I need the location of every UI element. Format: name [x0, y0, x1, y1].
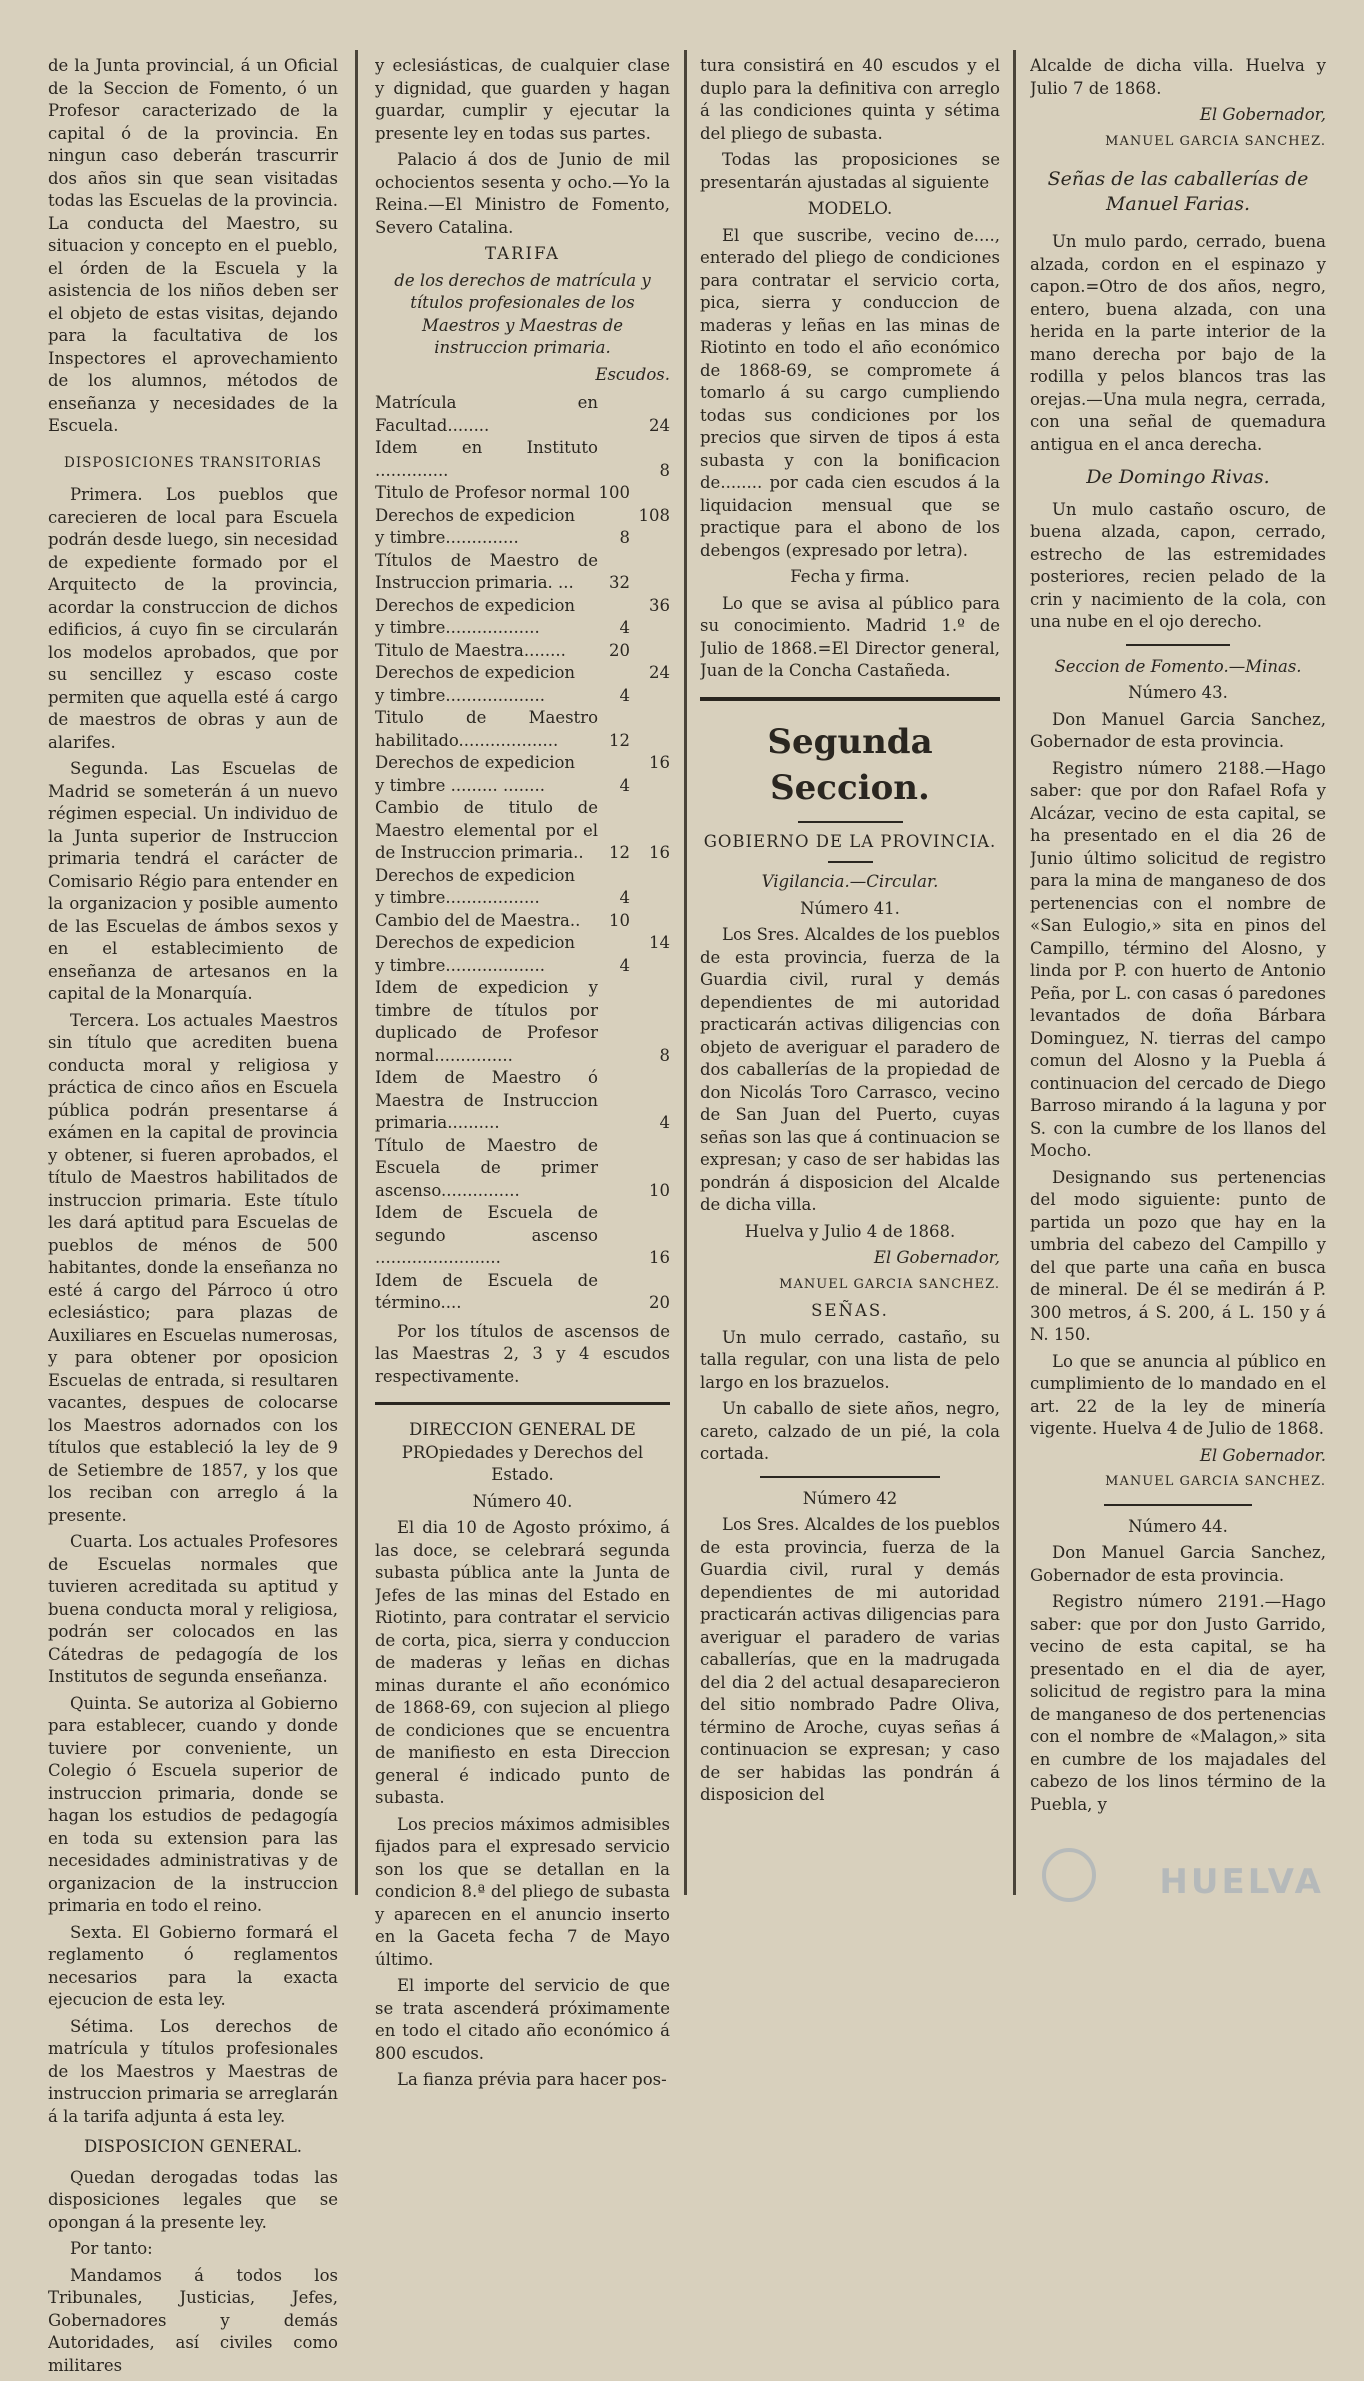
subsection-heading: Vigilancia.—Circular. [761, 872, 939, 891]
paragraph: tura consistirá en 40 escudos y el duplo para la definitiva con arreglo á las condiciones quinta y sétima del pliego de subasta. [700, 56, 1000, 143]
tarifa-row [375, 1067, 670, 1135]
signature-title: El Gobernador, [873, 1248, 1000, 1267]
tarifa-label: Idem de Maestro ó Maestra de Instruccion primaria.......... [375, 1068, 598, 1132]
subsection-heading: Seccion de Fomento.—Minas. [1054, 656, 1302, 676]
paragraph: Un mulo pardo, cerrado, buena alzada, cordon en el espinazo y capon.=Otro de dos años, negro, entero, buena alzada, con una herida en la parte interior de la mano derecha por bajo de la rodilla y pelos blancos tras las orejas.—Una mula negra, cerrada, con una señal de quemadura antigua en el anca derecha. [1030, 232, 1326, 454]
number-heading: Número 43. [1128, 683, 1228, 702]
tarifa-label: Derechos de expedicion [375, 753, 576, 772]
paragraph: Sétima. Los derechos de matrícula y títulos profesionales de los Maestros y Maestras de instruccion primaria se arreglarán á la tarifa adjunta á esta ley. [48, 2016, 338, 2126]
tarifa-row [375, 1135, 670, 1203]
tarifa-row [375, 437, 670, 482]
paragraph: Segunda. Las Escuelas de Madrid se someterán á un nuevo régimen especial. Un individuo de la Junta superior de Instruccion primaria tendrá el carácter de Comisario Régio para entender en la organizacion y posible aumento de las Escuelas de ámbos sexos y en el establecimiento de enseñanza de artesanos en la capital de la Monarquía. [48, 759, 338, 1003]
divider [760, 1476, 940, 1478]
tarifa-row [375, 1202, 670, 1270]
paragraph: Quinta. Se autoriza al Gobierno para establecer, cuando y donde tuviere por conveniente, un Colegio ó Escuela superior de instruccion primaria, donde se hagan los estudios de pedagogía en toda su extension para las necesidades administrativas y de organizacion de la instruccion primaria en todo el reino. [48, 1693, 338, 1915]
divider [798, 821, 903, 823]
tarifa-total: 108 [638, 505, 670, 525]
paragraph: Los Sres. Alcaldes de los pueblos de esta provincia, fuerza de la Guardia civil, rural y demás dependientes de mi autoridad practicarán activas diligencias con objeto de averiguar el paradero de dos caballerías de la propiedad de don Nicolás Toro Carrasco, vecino de San Juan del Puerto, cuyas señas son las que á continuacion se expresan; y caso de ser habidas las pondrán á disposicion del Alcalde de dicha villa. [700, 925, 1000, 1214]
tarifa-total: 24 [649, 663, 670, 682]
column-rule [355, 50, 358, 1895]
paragraph: y eclesiásticas, de cualquier clase y dignidad, que guarden y hagan guardar, cumplir y ejecutar la presente ley en todas sus partes. [375, 56, 670, 143]
tarifa-row [375, 752, 670, 775]
number-heading: Número 41. [800, 898, 900, 918]
tarifa-row [375, 865, 670, 888]
tarifa-value: 12 [609, 730, 630, 750]
tarifa-label: Derechos de expedicion [375, 933, 576, 952]
tarifa-label: Titulo de Profesor normal [375, 483, 591, 502]
tarifa-value: 8 [619, 528, 630, 547]
tarifa-label: Título de Maestro de Escuela de primer ascenso............... [375, 1135, 598, 1200]
column-rule [1013, 50, 1016, 1895]
tarifa-row [375, 955, 670, 978]
tarifa-row [375, 527, 670, 550]
tarifa-row [375, 1270, 670, 1315]
tarifa-label: Derechos de expedicion [375, 865, 576, 885]
tarifa-value: 4 [619, 888, 630, 907]
tarifa-value: 100 [598, 483, 630, 502]
tarifa-value: 4 [619, 618, 630, 637]
tarifa-label: y timbre ......... ........ [375, 775, 545, 795]
tarifa-value: 4 [619, 955, 630, 975]
senas-heading: SEÑAS. [811, 1301, 889, 1320]
signature-name: MANUEL GARCIA SANCHEZ. [1105, 133, 1326, 149]
tarifa-value: 20 [609, 640, 630, 660]
tarifa-total: 14 [649, 933, 670, 952]
tarifa-value: 4 [619, 775, 630, 795]
tarifa-total: 8 [659, 1045, 670, 1065]
paragraph: Lo que se anuncia al público en cumplimiento de lo mandado en el art. 22 de la ley de minería vigente. Huelva 4 de Julio de 1868. [1030, 1351, 1326, 1438]
paragraph: Don Manuel Garcia Sanchez, Gobernador de esta provincia. [1030, 1543, 1326, 1585]
paragraph: Designando sus pertenencias del modo siguiente: punto de partida un pozo que hay en la umbria del cabezo del Campillo y del que parte una caña en busca de mineral. De él se medirán á P. 300 metros, á S. 200, á L. 150 y á N. 150. [1030, 1167, 1326, 1344]
paragraph: Los precios máximos admisibles fijados para el expresado servicio son los que se detallan en la condicion 8.ª del pliego de subasta y aparecen en el anuncio inserto en la Gaceta fecha 7 de Mayo último. [375, 1814, 670, 1969]
tarifa-row [375, 977, 670, 1067]
tarifa-row [375, 662, 670, 685]
divider [375, 1402, 670, 1405]
number-heading: Número 42 [802, 1488, 898, 1508]
tarifa-row [375, 910, 670, 933]
tarifa-label: Titulo de Maestro habilitado................... [375, 708, 598, 750]
paragraph: Palacio á dos de Junio de mil ochocientos sesenta y ocho.—Yo la Reina.—El Ministro de Fomento, Severo Catalina. [375, 150, 670, 237]
paragraph: La fianza prévia para hacer pos- [397, 2070, 667, 2089]
paragraph: Mandamos á todos los Tribunales, Justicias, Jefes, Gobernadores y demás Autoridades, así civiles como militares [48, 2265, 338, 2375]
tarifa-value: 12 [609, 843, 630, 862]
gobierno-heading: GOBIERNO DE LA PROVINCIA. [703, 831, 997, 851]
tarifa-total: 16 [649, 1248, 670, 1267]
tarifa-label: Cambio del de Maestra.. [375, 910, 581, 930]
paragraph: Don Manuel Garcia Sanchez, Gobernador de esta provincia. [1030, 709, 1326, 751]
tarifa-row [375, 392, 670, 437]
tarifa-label: Idem en Instituto .............. [375, 438, 598, 480]
tarifa-label: y timbre................... [375, 955, 545, 975]
tarifa-label: Idem de Escuela de segundo ascenso ........................ [375, 1203, 598, 1267]
column-4 [1030, 55, 1326, 1820]
column-3 [700, 55, 1000, 1811]
tarifa-total: 4 [659, 1113, 670, 1132]
tarifa-row [375, 887, 670, 910]
tarifa-row [375, 505, 670, 528]
divider [828, 861, 873, 863]
paragraph: Sexta. El Gobierno formará el reglamento ó reglamentos necesarios para la exacta ejecucion de esta ley. [48, 1922, 338, 2009]
tarifa-row [375, 932, 670, 955]
tarifa-row [375, 617, 670, 640]
paragraph: Tercera. Los actuales Maestros sin título que acrediten buena conducta moral y religiosa y práctica de cinco años en Escuela pública podrán presentarse á exámen en la capital de provincia y obtener, si fueren aprobados, el título de Maestros habilitados de instruccion primaria. Este título les dará aptitud para Escuelas de pueblos de ménos de 500 habitantes, donde la enseñanza no esté á cargo del Párroco ú otro eclesiástico; para plazas de Auxiliares en Escuelas numerosas, y para obtener por oposicion Escuelas de entrada, si resultaren vacantes, despues de colocarse los Maestros adornados con los títulos que estableció la ley de 9 de Setiembre de 1857, y los que los reciban con arreglo á la presente. [48, 1010, 338, 1525]
paragraph: Registro número 2188.—Hago saber: que por don Rafael Rofa y Alcázar, vecino de esta capital, se ha presentado en el dia 26 de Junio último solicitud de registro para la mina de manganeso de dos pertenencias con el nombre de «San Eulogio,» sita en pinos del Campillo, término del Alosno, y linda por P. con huerto de Antonio Peña, por L. con casas ó paredones levantados de doña Bárbara Dominguez, N. tierras del campo comun del Alosno y la Puebla á continuacion del cercado de Diego Barroso mirando á la laguna y por S. con la cumbre de los llanos del Mocho. [1030, 758, 1326, 1160]
subsection-heading: Señas de las caballerías de Manuel Farias. [1047, 168, 1309, 215]
tarifa-label: Titulo de Maestra........ [375, 640, 566, 660]
number-heading: Número 44. [1128, 1516, 1228, 1536]
paragraph: El importe del servicio de que se trata ascenderá próximamente en todo el citado año económico á 800 escudos. [375, 1976, 670, 2063]
tarifa-total: 16 [649, 843, 670, 862]
tarifa-label: Idem de Escuela de término.... [375, 1270, 598, 1312]
tarifa-label: Cambio de titulo de Maestro elemental por el de Instruccion primaria.. [375, 798, 598, 862]
paragraph: Un caballo de siete años, negro, careto, calzado de un pié, la cola cortada. [700, 1399, 1000, 1463]
tarifa-row [375, 595, 670, 618]
tarifa-subtitle: de los derechos de matrícula y títulos profesionales de los Maestros y Maestras de instruccion primaria. [394, 270, 651, 357]
paragraph: Un mulo castaño oscuro, de buena alzada, capon, cerrado, estrecho de las estremidades posteriores, recien pelado de la crin y nacimiento de la cola, con una nube en el ojo derecho. [1030, 499, 1326, 631]
column-2 [375, 55, 670, 2096]
tarifa-title: TARIFA [485, 244, 560, 263]
paragraph: Alcalde de dicha villa. Huelva y Julio 7 de 1868. [1030, 56, 1326, 98]
subsection-heading: De Domingo Rivas. [1086, 466, 1270, 488]
tarifa-label: y timbre.................. [375, 888, 540, 907]
tarifa-label: y timbre.............. [375, 528, 519, 547]
date-line: Huelva y Julio 4 de 1868. [744, 1221, 956, 1241]
tarifa-table [375, 392, 670, 1315]
paragraph: Por tanto: [70, 2239, 153, 2258]
tarifa-row [375, 482, 670, 505]
divider [1126, 644, 1230, 646]
section-title: Segunda Seccion. [767, 721, 933, 808]
tarifa-label: Derechos de expedicion [375, 663, 576, 682]
tarifa-label: Derechos de expedicion [375, 595, 576, 615]
tarifa-row [375, 707, 670, 752]
tarifa-total: 24 [649, 415, 670, 435]
escudos-label: Escudos. [595, 364, 670, 384]
tarifa-total: 8 [659, 460, 670, 480]
number-heading: Número 40. [472, 1491, 573, 1511]
tarifa-value: 32 [609, 573, 630, 592]
paragraph: Todas las proposiciones se presentarán ajustadas al siguiente [700, 150, 1000, 192]
tarifa-label: Derechos de expedicion [375, 505, 576, 525]
tarifa-label: Matrícula en Facultad........ [375, 393, 598, 435]
paragraph: Un mulo cerrado, castaño, su talla regular, con una lista de pelo largo en los brazuelos. [700, 1327, 1000, 1392]
paragraph: Lo que se avisa al público para su conocimiento. Madrid 1.º de Julio de 1868.=El Director general, Juan de la Concha Castañeda. [700, 593, 1000, 680]
section-heading: DISPOSICIONES TRANSITORIAS [64, 454, 322, 471]
watermark-seal-icon [1042, 1848, 1096, 1902]
column-rule [684, 50, 687, 1895]
paragraph: Registro número 2191.—Hago saber: que por don Justo Garrido, vecino de esta capital, se ha presentado en el dia de ayer, solicitud de registro para la mina de manganeso de dos pertenencias con el nombre de «Malagon,» sita en cumbre de los majadales del cabezo de los linos término de la Puebla, y [1030, 1592, 1326, 1814]
paragraph: Por los títulos de ascensos de las Maestras 2, 3 y 4 escudos respectivamente. [375, 1321, 670, 1386]
divider [1104, 1504, 1252, 1506]
modelo-heading: MODELO. [807, 199, 893, 218]
column-1 [48, 55, 338, 2381]
tarifa-label: y timbre................... [375, 685, 545, 705]
tarifa-row [375, 640, 670, 663]
tarifa-row [375, 797, 670, 865]
paragraph: Quedan derogadas todas las disposiciones legales que se opongan á la presente ley. [48, 2167, 338, 2232]
paragraph: Cuarta. Los actuales Profesores de Escuelas normales que tuvieren acreditada su aptitud y buena conducta moral y religiosa, podrán ser colocados en las Cátedras de pedagogía de los Institutos de segunda enseñanza. [48, 1532, 338, 1686]
tarifa-row [375, 685, 670, 708]
fecha-line: Fecha y firma. [790, 567, 910, 586]
signature-name: MANUEL GARCIA SANCHEZ. [1105, 1474, 1326, 1489]
paragraph: Los Sres. Alcaldes de los pueblos de esta provincia, fuerza de la Guardia civil, rural y demás dependientes de mi autoridad practicarán activas diligencias para averiguar el paradero de varias caballerías, que en la madrugada del dia 2 del actual desaparecieron del sitio nombrado Padre Oliva, término de Aroche, cuyas señas á continuacion se expresan; y caso de ser habidas las pondrán á disposicion del [700, 1515, 1000, 1804]
tarifa-row [375, 550, 670, 595]
signature-title: El Gobernador. [1199, 1445, 1326, 1465]
tarifa-total: 36 [649, 595, 670, 615]
signature-name: MANUEL GARCIA SANCHEZ. [779, 1276, 1000, 1292]
tarifa-total: 20 [649, 1293, 670, 1312]
direccion-heading: DIRECCION GENERAL DE PROpiedades y Derechos del Estado. [401, 1420, 644, 1484]
divider [700, 697, 1000, 701]
paragraph: El dia 10 de Agosto próximo, á las doce, se celebrará segunda subasta pública ante la Junta de Jefes de las minas del Estado en Riotinto, para contratar el servicio de corta, pica, sierra y conduccion de maderas y leñas en dichas minas durante el año económico de 1868-69, con sujecion al pliego de condiciones que se encuentra de manifiesto en esta Direccion general é indicado punto de subasta. [375, 1518, 670, 1807]
section-heading: DISPOSICION GENERAL. [83, 2137, 303, 2156]
tarifa-row [375, 775, 670, 798]
tarifa-value: 10 [609, 910, 630, 930]
tarifa-label: Idem de expedicion y timbre de títulos por duplicado de Profesor normal............... [375, 978, 598, 1065]
watermark: HUELVA [1159, 1862, 1324, 1902]
tarifa-label: y timbre.................. [375, 618, 540, 637]
tarifa-value: 4 [619, 685, 630, 705]
tarifa-total: 10 [649, 1180, 670, 1200]
tarifa-label: Títulos de Maestro de Instruccion primaria. ... [375, 550, 598, 592]
paragraph: El que suscribe, vecino de...., enterado del pliego de condiciones para contratar el servicio corta, pica, sierra y conduccion de maderas y leñas en las minas de Riotinto en todo el año económico de 1868-69, se compromete á tomarlo á su cargo cumpliendo todas sus condiciones por los precios que sirven de tipos á esta subasta y con la bonificacion de........ por cada cien escudos á la liquidacion mensual que se practique para el abono de los debengos (expresado por letra). [700, 225, 1000, 560]
paragraph: de la Junta provincial, á un Oficial de la Seccion de Fomento, ó un Profesor caracterizado de la capital ó de la provincia. En ningun caso deberán trascurrir dos años sin que sean visitadas todas las Escuelas de la provincia. La conducta del Maestro, su situacion y concepto en el pueblo, el órden de la Escuela y la asistencia de los niños deben ser el objeto de estas visitas, dejando para la facultativa de los Inspectores el aprovechamiento de los alumnos, métodos de enseñanza y necesidades de la Escuela. [48, 56, 338, 435]
signature-title: El Gobernador, [1199, 105, 1326, 124]
paragraph: Primera. Los pueblos que carecieren de local para Escuela podrán desde luego, sin necesidad de expediente formado por el Arquitecto de la provincia, acordar la construccion de dichos edificios, á cuyo fin se circularán los modelos aprobados, que por su sencillez y escaso coste permiten que aquella esté á cargo de maestros de obras y aun de alarifes. [48, 485, 338, 752]
tarifa-total: 16 [649, 753, 670, 772]
